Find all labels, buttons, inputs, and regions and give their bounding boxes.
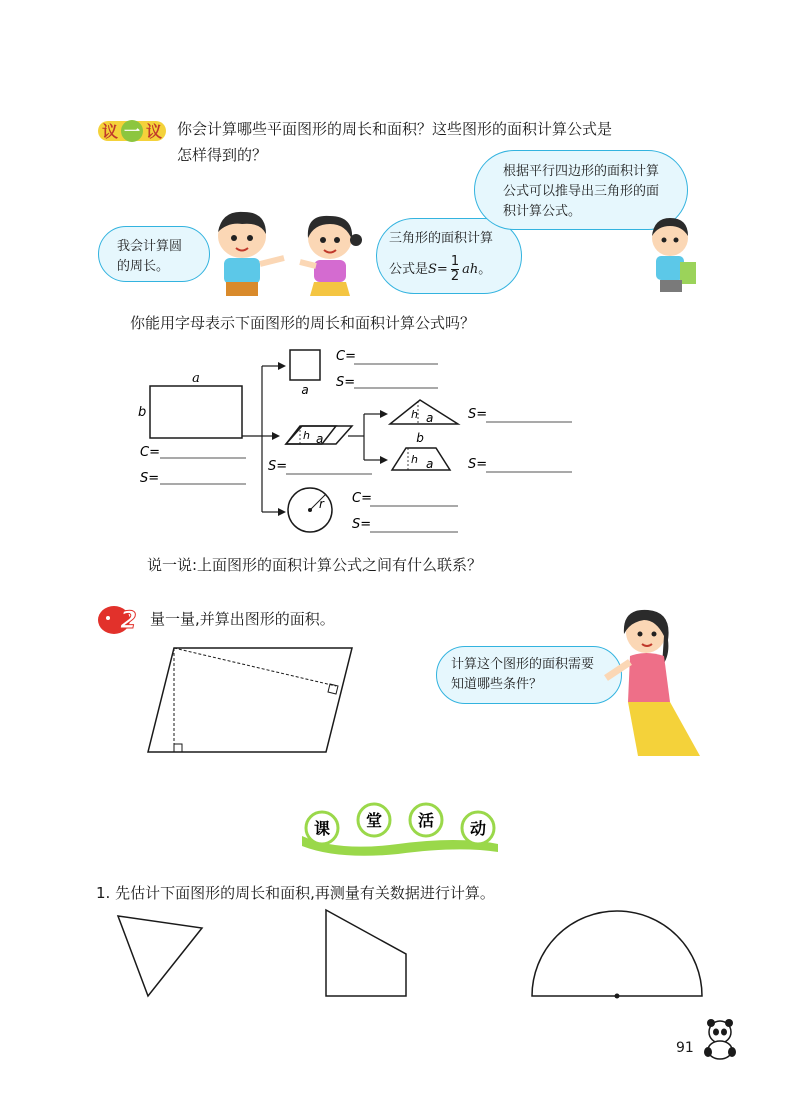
- trap-label-h: h: [411, 453, 418, 466]
- bubble-girl-formula: [389, 255, 521, 284]
- boy-character-left: [200, 206, 290, 302]
- banner-char-2: 堂: [365, 811, 383, 830]
- trap-label-b: b: [416, 431, 424, 445]
- bubble-boy-left: [98, 226, 210, 282]
- tri-label-a: a: [426, 411, 434, 425]
- banner-char-1: 课: [313, 819, 331, 838]
- para-label-h: h: [303, 429, 310, 442]
- girl-character: [290, 210, 370, 302]
- panda-icon: [698, 1016, 742, 1060]
- trap-s-label: S=: [468, 457, 488, 472]
- bubble-girl: [376, 218, 522, 294]
- tag-char-1: 议: [102, 122, 119, 141]
- task1-text: 1. 先估计下面图形的周长和面积,再测量有关数据进行计算。: [96, 884, 495, 902]
- bubble-boy-right-text: 根据平行四边形的面积计算公式可以推导出三角形的面积计算公式。: [503, 164, 660, 219]
- fraction-den: 2: [450, 269, 460, 284]
- formula-lead: 公式是: [389, 261, 429, 277]
- bubble-teacher: [436, 646, 622, 704]
- formula-prompt: 你能用字母表示下面图形的周长和面积计算公式吗？: [130, 314, 476, 332]
- tag-char-2: 一: [124, 122, 141, 141]
- rect-label-a: a: [192, 371, 200, 386]
- exercise-number: 2: [120, 606, 137, 634]
- task1-shapes: [110, 906, 710, 1006]
- para-label-a: a: [316, 432, 324, 446]
- question-line-1: 你会计算哪些平面图形的周长和面积？这些图形的面积计算公式是: [177, 120, 613, 138]
- discussion-tag: [97, 118, 167, 144]
- formula-end: 。: [478, 261, 492, 277]
- tri-s-label: S=: [468, 407, 488, 422]
- exercise-number-badge: [96, 600, 142, 636]
- semicircle-figure: [532, 911, 702, 996]
- bubble-teacher-text: 计算这个图形的面积需要知道哪些条件？: [451, 657, 595, 692]
- trap-label-a: a: [426, 457, 434, 471]
- measure-parallelogram: [140, 640, 360, 758]
- square-c-label: C=: [336, 349, 356, 364]
- trapezoid-shape: [392, 448, 450, 470]
- activity-banner: [298, 800, 502, 856]
- fraction-num: 1: [450, 254, 460, 269]
- question-line-2: 怎样得到的？: [177, 146, 268, 164]
- triangle-figure: [118, 916, 202, 996]
- rect-label-b: b: [138, 405, 147, 420]
- formula-s: S=: [428, 261, 448, 277]
- exercise2-text: 量一量,并算出图形的面积。: [150, 610, 335, 628]
- bubble-boy-left-text: 我会计算圆的周长。: [117, 239, 183, 274]
- formula-fraction: [451, 255, 459, 284]
- tag-char-3: 议: [146, 122, 163, 141]
- boy-character-right: [640, 214, 704, 296]
- bubble-girl-line1: 三角形的面积计算: [389, 231, 494, 246]
- trapezoid-figure: [326, 910, 406, 996]
- banner-char-4: 动: [469, 819, 487, 838]
- square-label-a: a: [301, 383, 309, 397]
- circle-label-r: r: [319, 497, 324, 511]
- tri-label-h: h: [411, 408, 418, 421]
- page-number: 91: [676, 1040, 694, 1056]
- triangle-shape: [390, 400, 458, 424]
- shape-formula-diagram: [130, 342, 590, 542]
- square-s-label: S=: [336, 375, 356, 390]
- teacher-character: [600, 606, 710, 764]
- rect-s-label: S=: [140, 471, 160, 486]
- square-shape: [290, 350, 320, 380]
- rectangle-shape: [150, 386, 242, 438]
- circle-c-label: C=: [352, 491, 372, 506]
- formula-ah: ah: [462, 261, 479, 277]
- para-s-label: S=: [268, 459, 288, 474]
- banner-char-3: 活: [417, 811, 435, 830]
- circle-s-label: S=: [352, 517, 372, 532]
- say-prompt: 说一说:上面图形的面积计算公式之间有什么联系？: [147, 556, 483, 574]
- rect-c-label: C=: [140, 445, 160, 460]
